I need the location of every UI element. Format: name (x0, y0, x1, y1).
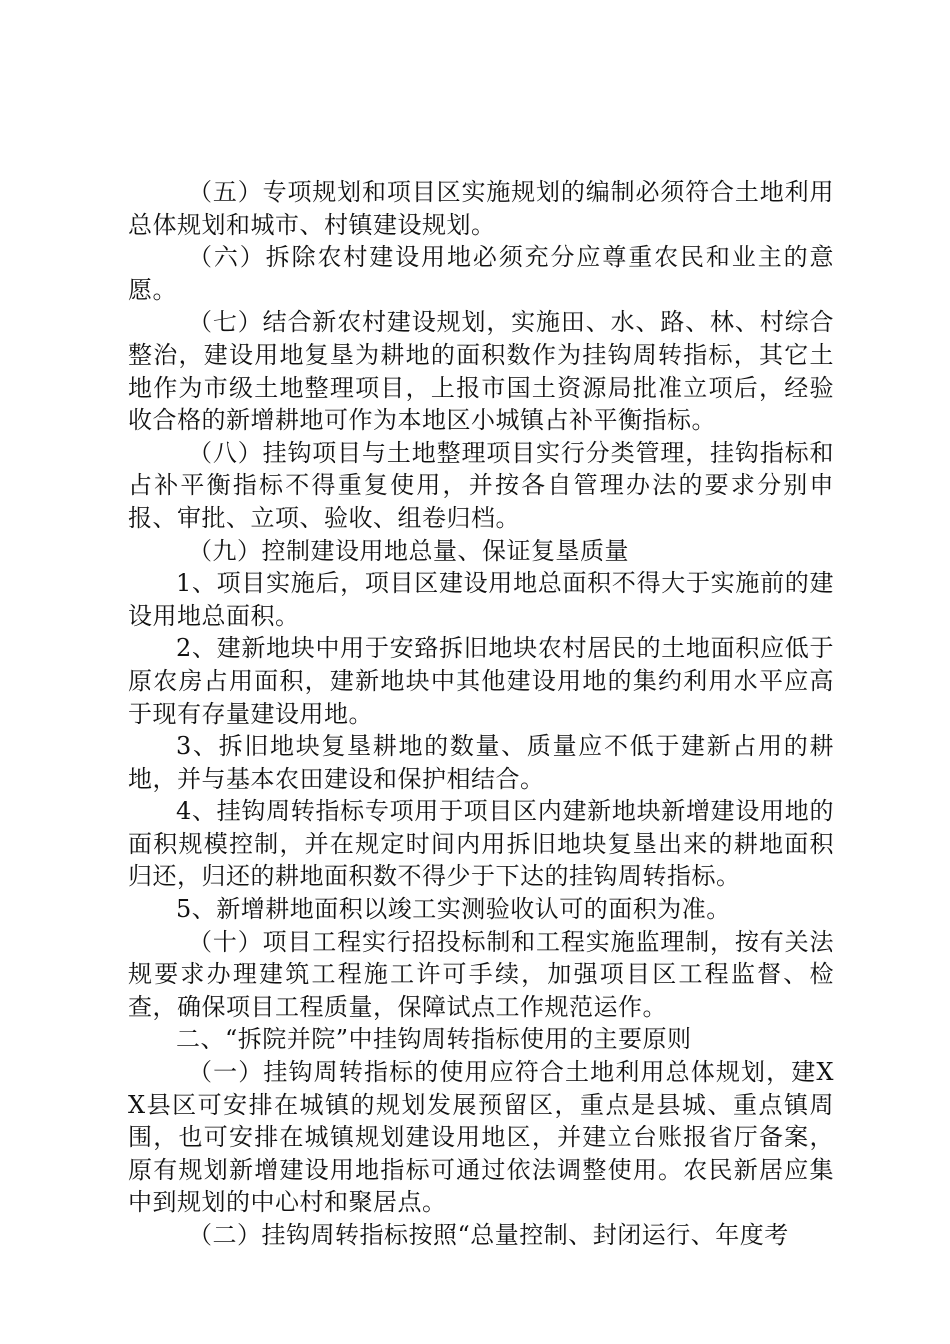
paragraph-sub-2: 2、建新地块中用于安臵拆旧地块农村居民的土地面积应低于原农房占用面积，建新地块中其他建设用地的集约利用水平应高于现有存量建设用地。 (128, 634, 834, 728)
paragraph-sub-4: 4、挂钩周转指标专项用于项目区内建新地块新增建设用地的面积规模控制，并在规定时间内用拆旧地块复垦出来的耕地面积归还，归还的耕地面积数不得少于下达的挂钩周转指标。 (128, 797, 834, 891)
paragraph-item-8: （八）挂钩项目与土地整理项目实行分类管理，挂钩指标和占补平衡指标不得重复使用，并按各自管理办法的要求分别申报、审批、立项、验收、组卷归档。 (128, 438, 834, 532)
document-body (128, 176, 834, 1252)
paragraph-principle-2: （二）挂钩周转指标按照“总量控制、封闭运行、年度考 (188, 1221, 789, 1249)
paragraph-item-7: （七）结合新农村建设规划，实施田、水、路、林、村综合整治，建设用地复垦为耕地的面积数作为挂钩周转指标，其它土地作为市级土地整理项目，上报市国土资源局批准立项后，经验收合格的新增耕地可作为本地区小城镇占补平衡指标。 (128, 308, 834, 435)
paragraph-item-5: （五）专项规划和项目区实施规划的编制必须符合土地利用总体规划和城市、村镇建设规划。 (128, 178, 834, 239)
section-heading-2: 二、“拆院并院”中挂钩周转指标使用的主要原则 (176, 1025, 692, 1054)
paragraph-item-10: （十）项目工程实行招投标制和工程实施监理制，按有关法规要求办理建筑工程施工许可手续，加强项目区工程监督、检查，确保项目工程质量，保障试点工作规范运作。 (128, 927, 834, 1021)
paragraph-item-9-heading: （九）控制建设用地总量、保证复垦质量 (188, 536, 629, 565)
paragraph-sub-1: 1、项目实施后，项目区建设用地总面积不得大于实施前的建设用地总面积。 (128, 569, 834, 630)
paragraph-sub-3: 3、拆旧地块复垦耕地的数量、质量应不低于建新占用的耕地，并与基本农田建设和保护相结合。 (128, 732, 834, 793)
paragraph-sub-5: 5、新增耕地面积以竣工实测验收认可的面积为准。 (176, 895, 731, 924)
paragraph-principle-1: （一）挂钩周转指标的使用应符合土地利用总体规划，建XX县区可安排在城镇的规划发展预留区，重点是县城、重点镇周围，也可安排在城镇规划建设用地区，并建立台账报省厅备案，原有规划新增建设用地指标可通过依法调整使用。农民新居应集中到规划的中心村和聚居点。 (128, 1058, 834, 1217)
paragraph-item-6: （六）拆除农村建设用地必须充分应尊重农民和业主的意愿。 (128, 243, 834, 304)
